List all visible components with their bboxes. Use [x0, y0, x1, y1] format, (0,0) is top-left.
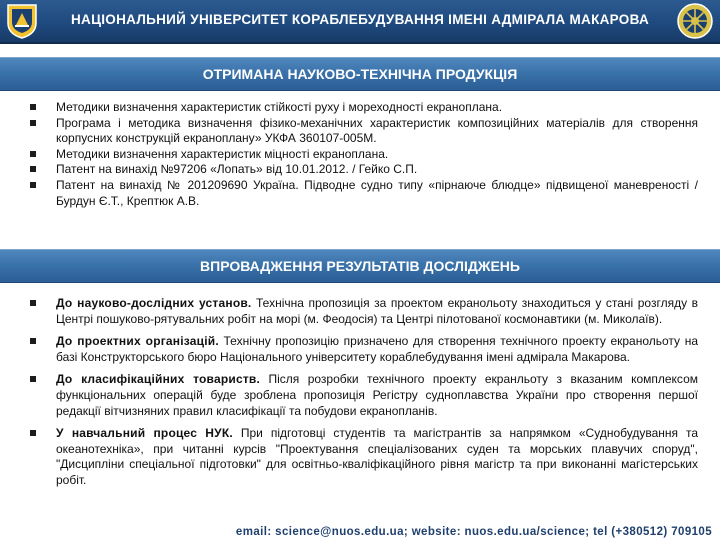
list-item-text: Методики визначення характеристик стійкості руху і мореходності екраноплана.	[56, 100, 503, 114]
square-bullet-icon	[30, 338, 36, 344]
list-item-text: Методики визначення характеристик міцності екраноплана.	[56, 146, 389, 161]
square-bullet-icon	[30, 182, 36, 188]
ship-wheel-emblem-icon	[676, 2, 714, 40]
list-item	[30, 162, 698, 178]
section-banner-implementation: ВПРОВАДЖЕННЯ РЕЗУЛЬТАТІВ ДОСЛІДЖЕНЬ	[0, 249, 720, 283]
list-item-text: Програма і методика визначення фізико-механічних характеристик композиційних матеріалів для створення корпусних конструкцій екраноплану» УКФА 360107-005М.	[56, 115, 698, 146]
list-item-lead: До науково-дослідних установ.	[56, 296, 252, 310]
square-bullet-icon	[30, 120, 36, 126]
implementation-list	[30, 296, 698, 496]
square-bullet-icon	[30, 166, 36, 172]
list-item-lead: До проектних організацій.	[56, 334, 219, 349]
list-item	[30, 147, 698, 163]
list-item	[30, 426, 698, 488]
university-crest-icon	[6, 3, 38, 39]
square-bullet-icon	[30, 430, 36, 436]
footer-contact: email: science@nuos.edu.ua; website: nuos.edu.ua/science; tel (+380512) 709105	[235, 526, 712, 538]
list-item-text: Технічна пропозиція за проектом екранольоту знаходиться у стані розгляду в Центрі пошуково-рятувальних робіт на морі (м. Феодосія) та Центрі пілотованої космонавтики (м. Миколаїв).	[56, 296, 698, 326]
list-item	[30, 296, 698, 327]
list-item-lead: До класифікаційних товариств.	[56, 372, 261, 387]
list-item-text: При підготовці студентів та магістрантів за напрямком «Суднобудування та океанотехніка», при читанні курсів "Проектування спеціалізованих суден та морських плавучих споруд", "Дисципліни спеціальної підготовки" для освітньо-кваліфікаційного рівня магістр та при виконанні магістерських робіт.	[56, 426, 698, 487]
list-item-text: Після розробки технічного проекту екранльоту з вказаним комплексом функціональних операцій буде зроблена пропозиція Регістру судноплавства України про створення першої редакції вітчизняних правил класифікації та побудови екранопланів.	[56, 372, 698, 418]
square-bullet-icon	[30, 376, 36, 382]
square-bullet-icon	[30, 151, 36, 157]
list-item-lead: У навчальний процес НУК.	[56, 426, 233, 441]
list-item-text: Технічну пропозицію призначено для створення технічного проекту екранольоту на базі Конструкторського бюро Національного університету кораблебудування імені адмірала Макарова.	[56, 334, 698, 364]
list-item	[30, 334, 698, 365]
square-bullet-icon	[30, 300, 36, 306]
page-title: НАЦІОНАЛЬНИЙ УНІВЕРСИТЕТ КОРАБЛЕБУДУВАННЯ ІМЕНІ АДМІРАЛА МАКАРОВА	[70, 12, 650, 27]
square-bullet-icon	[30, 104, 36, 110]
list-item	[30, 116, 698, 147]
list-item-text: Патент на винахід № 201209690 Україна. Підводне судно типу «пірнаюче блюдце» підвищеної маневреності / Бурдун Є.Т., Крептюк А.В.	[56, 177, 698, 208]
list-item	[30, 100, 698, 116]
products-list	[30, 100, 698, 209]
section-banner-products: ОТРИМАНА НАУКОВО-ТЕХНІЧНА ПРОДУКЦІЯ	[0, 57, 720, 91]
header-bar	[0, 0, 720, 44]
list-item	[30, 372, 698, 419]
list-item	[30, 178, 698, 209]
list-item-text: Патент на винахід №97206 «Лопать» від 10.01.2012. / Гейко С.П.	[56, 162, 418, 177]
